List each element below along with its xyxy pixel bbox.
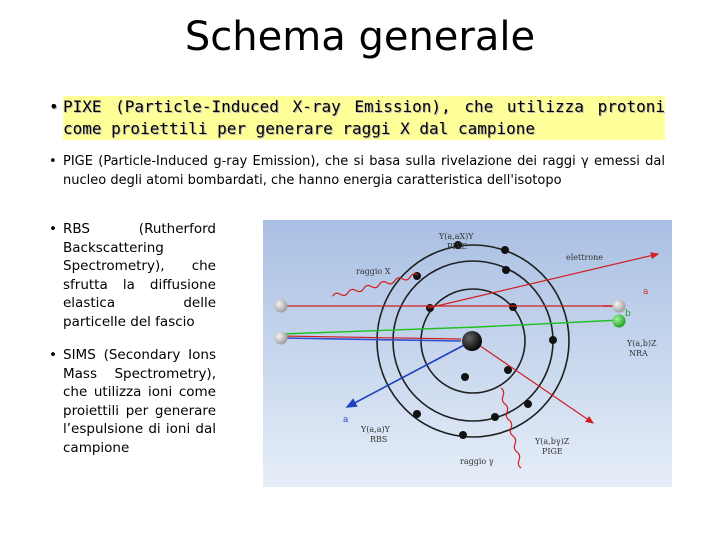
bullet-marker: • [49, 347, 57, 363]
outgoing-particle-b [613, 315, 626, 328]
bullet-text: PIXE (Particle-Induced X-ray Emission), che utilizza protoni come proiettili per generare raggi X dal campione [63, 97, 665, 138]
bullet-marker: • [49, 97, 59, 116]
label-a-right: a [643, 287, 649, 297]
bullet-pige [49, 152, 665, 190]
label-pixe-reaction: Y(a,aX)Y [439, 232, 474, 241]
bullet-text: SIMS (Secondary Ions Mass Spectrometry), che utilizza ioni come proiettili per generare l’espulsione di ioni dal campione [63, 347, 216, 456]
label-pige: PIGE [542, 447, 563, 456]
bullet-marker: • [49, 154, 57, 169]
electron [509, 303, 517, 311]
label-b-right: b [625, 309, 631, 319]
bullet-marker: • [49, 221, 57, 237]
electron [524, 400, 532, 408]
label-rbs: RBS [370, 435, 388, 444]
label-elettrone: elettrone [566, 253, 603, 262]
electron [413, 272, 421, 280]
label-nra: NRA [629, 349, 648, 358]
page-title: Schema generale [184, 14, 536, 60]
electron [501, 246, 509, 254]
electron [459, 431, 467, 439]
bullet-text: RBS (Rutherford Backscattering Spectrometry), che sfrutta la diffusione elastica delle particelle del fascio [63, 221, 216, 330]
nucleus [462, 331, 482, 351]
incoming-particle [275, 332, 288, 345]
electron [413, 410, 421, 418]
label-a-left: a [343, 415, 349, 425]
label-nra-reaction: Y(a,b)Z [627, 339, 657, 348]
outgoing-particle-a [613, 300, 626, 313]
ion-beam-diagram [263, 220, 672, 487]
label-pixe: PIXE [447, 242, 468, 251]
diagram-svg [263, 220, 672, 487]
bullet-sims [49, 346, 216, 457]
bullet-text: PIGE (Particle-Induced g-ray Emission), che si basa sulla rivelazione dei raggi γ emessi dal nucleo degli atomi bombardati, che hanno energia caratteristica dell'isotopo [63, 154, 665, 188]
bullet-rbs [49, 220, 216, 331]
electron [502, 266, 510, 274]
electron [461, 373, 469, 381]
label-pige-reaction: Y(a,bγ)Z [535, 437, 570, 446]
incoming-particle [275, 300, 288, 313]
electron [549, 336, 557, 344]
diagram-background [263, 220, 672, 487]
label-raggio-gamma: raggio γ [460, 457, 494, 466]
label-rbs-reaction: Y(a,a)Y [361, 425, 390, 434]
electron [491, 413, 499, 421]
label-raggio-x: raggio X [356, 267, 391, 276]
bullet-pixe [49, 96, 665, 140]
